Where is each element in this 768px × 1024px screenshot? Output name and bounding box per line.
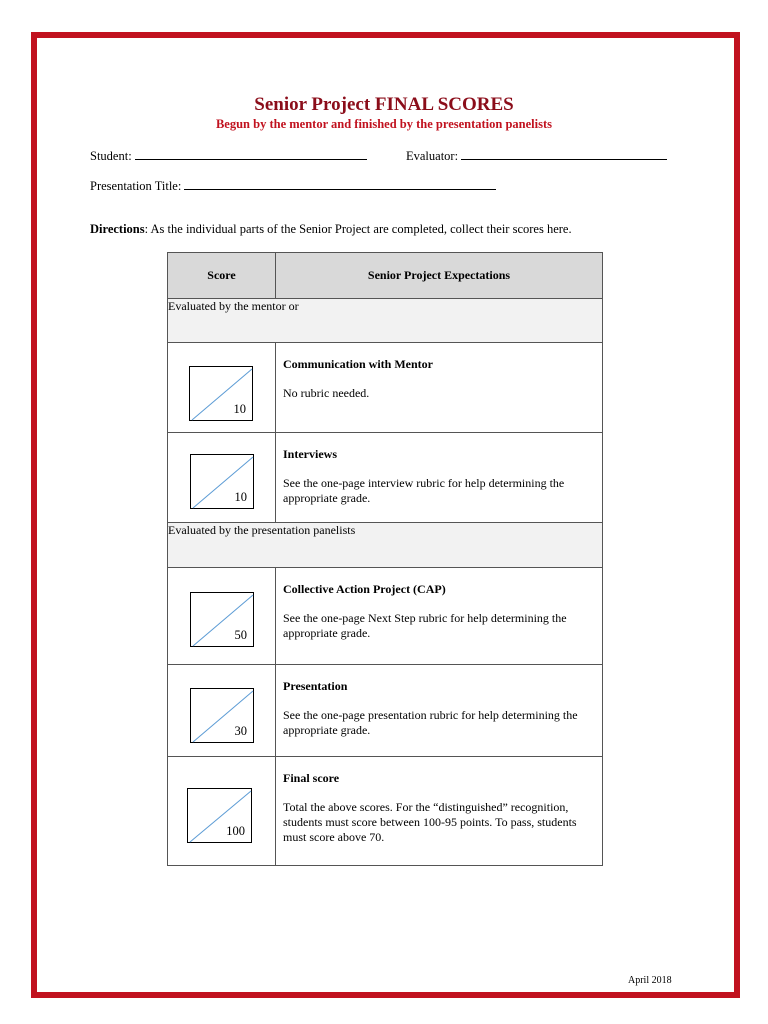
max-points: 30 (234, 724, 247, 738)
expectations-header: Senior Project Expectations (276, 253, 603, 299)
max-points: 100 (226, 824, 245, 838)
directions-label: Directions (90, 222, 145, 236)
score-box[interactable] (190, 688, 254, 743)
table-row (168, 665, 603, 757)
evaluator-field (406, 148, 667, 164)
expectation-title: Presentation (283, 679, 348, 693)
score-cell (168, 433, 276, 523)
table-row (168, 343, 603, 433)
section-label: Evaluated by the presentation panelists (168, 523, 603, 568)
evaluator-label: Evaluator: (406, 149, 459, 163)
presentation-title-label: Presentation Title: (90, 179, 182, 193)
score-cell (168, 343, 276, 433)
score-box[interactable] (190, 454, 254, 509)
presentation-title-blank[interactable] (184, 178, 496, 190)
expectation-cell (276, 757, 603, 866)
student-label: Student: (90, 149, 132, 163)
max-points: 10 (234, 490, 247, 504)
footer-date: April 2018 (628, 975, 672, 986)
expectation-title: Communication with Mentor (283, 357, 433, 371)
score-box[interactable] (189, 366, 253, 421)
expectation-title: Final score (283, 771, 340, 785)
expectation-description: See the one-page presentation rubric for help determining the appropriate grade. (283, 708, 578, 737)
max-points: 50 (234, 628, 247, 642)
section-row (168, 299, 603, 343)
score-cell (168, 665, 276, 757)
score-box[interactable] (187, 788, 252, 843)
score-box[interactable] (190, 592, 254, 647)
score-cell (168, 757, 276, 866)
table-row (168, 433, 603, 523)
presentation-title-field (90, 178, 496, 194)
page-subtitle: Begun by the mentor and finished by the presentation panelists (215, 117, 553, 131)
section-row (168, 523, 603, 568)
expectation-cell (276, 665, 603, 757)
table-row (168, 757, 603, 866)
expectation-description: See the one-page Next Step rubric for help determining the appropriate grade. (283, 611, 567, 640)
table-row (168, 568, 603, 665)
expectation-description: No rubric needed. (283, 386, 370, 400)
directions-text: : As the individual parts of the Senior Project are completed, collect their scores here. (144, 222, 572, 236)
evaluator-blank[interactable] (461, 148, 667, 160)
expectation-title: Interviews (283, 447, 337, 461)
expectation-title: Collective Action Project (CAP) (283, 582, 446, 596)
expectation-cell (276, 343, 603, 433)
table-header-row (168, 253, 603, 299)
section-label: Evaluated by the mentor or (168, 299, 603, 343)
score-header: Score (168, 253, 276, 299)
max-points: 10 (233, 402, 246, 416)
page-title: Senior Project FINAL SCORES (254, 94, 514, 115)
expectation-description: Total the above scores. For the “distinguished” recognition, students must score between 100-95 points. To pass, students must score above 70. (283, 800, 577, 844)
student-field (90, 148, 367, 164)
scores-table (167, 252, 603, 866)
score-cell (168, 568, 276, 665)
directions (90, 222, 572, 237)
student-blank[interactable] (135, 148, 367, 160)
expectation-cell (276, 568, 603, 665)
expectation-description: See the one-page interview rubric for help determining the appropriate grade. (283, 476, 565, 505)
expectation-cell (276, 433, 603, 523)
